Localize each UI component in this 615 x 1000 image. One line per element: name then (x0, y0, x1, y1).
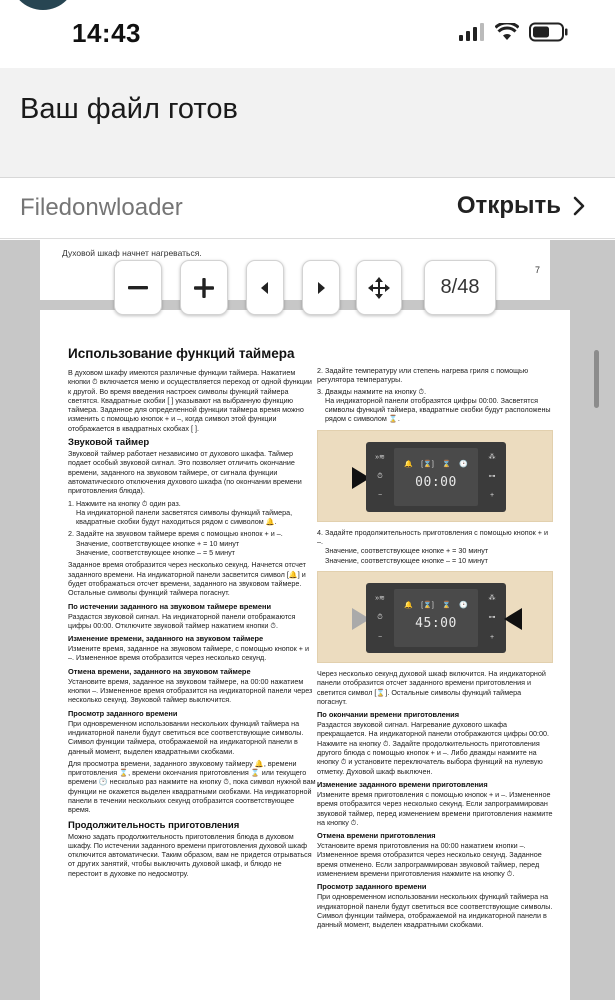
panel-display-2: 45:00 (415, 615, 457, 631)
right-after-text: Через несколько секунд духовой шкаф включится. На индикаторной панели отобразится отсчет заданного времени приготовления и светится символ [⌛]. Остальные символы функций таймера погаснут. (317, 668, 546, 706)
oven-control-panel (366, 442, 506, 512)
change-heading: Изменение времени, заданного на звуковом таймере (68, 634, 264, 644)
status-bar (0, 0, 615, 68)
right-view-text: При одновременном использовании нескольких функций таймера на индикаторной панели будут светиться все соответствующие символы. Символ функции таймера, отображаемой на индикаторной панели в данный момент, выделен квадратными скобками. (317, 892, 553, 930)
change-text: Измените время, заданное на звуковом таймере, с помощью кнопок + и –. Измененное время отобразится через несколько секунд. (68, 644, 310, 663)
right-end-text: Раздастся звуковой сигнал. Нагревание духового шкафа прекращается. На индикаторной панели отображаются цифры 00:00. Нажмите на кнопку ⏱. Задайте продолжительность приготовления другого блюда с помощью кнопок + и –. Либо дважды нажмите на кнопку ⏱ и установите переключатель выбора функций на нулевую отметку. Духовой шкаф выключен. (317, 720, 549, 776)
right-step-4: 4. Задайте продолжительность приготовления с помощью кнопок + и –. (317, 527, 548, 547)
zoom-out-button[interactable] (114, 260, 162, 315)
panel-display-area (394, 448, 478, 506)
page-indicator[interactable]: 8/48 (424, 260, 496, 315)
duration-heading: Продолжительность приготовления (68, 819, 240, 831)
step-1: 1. Нажмите на кнопку ⏱ один раз. (68, 498, 181, 508)
move-icon (368, 277, 390, 299)
document-viewer[interactable] (0, 240, 615, 1000)
previous-page-number: 7 (534, 265, 540, 275)
wifi-icon (495, 23, 519, 41)
duration-text: Можно задать продолжительность приготовления блюда в духовом шкафу. По истечении заданного времени приготовления духовой шкаф отключится автоматически. Таким образом, вам не придется отрываться от других занятий, чтобы выключить духовой шкаф, и блюдо не перестоит в духовке по недосмотру. (68, 831, 312, 878)
right-column (317, 366, 553, 930)
signal-icon (459, 23, 485, 41)
sound-timer-heading: Звуковой таймер (68, 437, 150, 449)
app-name: Filedonwloader (20, 194, 183, 221)
caret-left-icon (261, 282, 269, 294)
panel-left-icons-2: »≋ ⏱ − (375, 594, 385, 641)
view-text-2: Для просмотра времени, заданного звуковому таймеру 🔔, времени приготовления ⌛, времени окончания приготовления ⌛ или текущего времени 🕑 несколько раз нажмите на кнопку ⏱, пока символ нужной вам функции не окажется выделен квадратными скобками. На индикаторной панели в течении нескольких секунд отобразится соответствующее время. (68, 758, 316, 815)
right-step-3: 3. Дважды нажмите на кнопку ⏱. (317, 386, 427, 396)
panel-right-icons: ⁂ ⊶ + (488, 453, 496, 500)
right-cancel-heading: Отмена времени приготовления (317, 831, 436, 841)
panel-display-1: 00:00 (415, 474, 457, 490)
right-change-heading: Изменение заданного времени приготовления (317, 779, 488, 789)
previous-page-button[interactable] (246, 260, 284, 315)
doc-title: Использование функций таймера (68, 346, 295, 361)
right-change-text: Измените время приготовления с помощью кнопок + и –. Измененное время отобразится через несколько секунд. Если запрограммирован звуковой таймер, перед изменением времени приготовления нажмите на кнопку ⏱. (317, 789, 553, 827)
battery-icon (529, 22, 569, 42)
right-cancel-text: Установите время приготовления на 00:00 нажатием кнопки –. Измененное время отобразится через несколько секунд. Заданное время отменено. Если запрограммирован звуковой таймер, перед изменением времени приготовления нажмите на кнопку ⏱. (317, 841, 542, 879)
next-page-button[interactable] (302, 260, 340, 315)
pan-button[interactable] (356, 260, 402, 315)
scrollbar-thumb[interactable] (594, 350, 599, 408)
expired-text: Раздастся звуковой сигнал. На индикаторной панели отображаются цифры 00:00. Отключите звуковой таймер нажатием кнопки ⏱. (68, 611, 296, 630)
arrow-pointer-right-icon (504, 608, 522, 630)
panel-left-icons: »≋ ⏱ − (375, 453, 385, 500)
open-button[interactable] (457, 192, 585, 220)
previous-page-text: Духовой шкаф начнет нагреваться. (62, 248, 202, 258)
status-icons (459, 22, 569, 42)
left-column (68, 346, 316, 878)
cancel-heading: Отмена времени, заданного на звуковом таймере (68, 666, 251, 676)
caret-right-icon (317, 282, 325, 294)
step-2-plus: Значение, соответствующее кнопке + = 10 минут (76, 538, 240, 548)
view-heading: Просмотр заданного времени (68, 708, 178, 718)
open-button-label: Открыть (456, 192, 561, 219)
step-2-minus: Значение, соответствующее кнопке – = 5 минут (76, 548, 235, 558)
oven-control-panel-2 (366, 583, 506, 653)
right-view-heading: Просмотр заданного времени (317, 882, 427, 892)
panel-right-icons-2: ⁂ ⊶ + (488, 594, 496, 641)
plus-icon (194, 278, 214, 298)
right-step-2: 2. Задайте температуру или степень нагрева гриля с помощью регулятора температуры. (317, 366, 529, 385)
status-time: 14:43 (72, 18, 141, 48)
cancel-text: Установите время, заданное на звуковом таймере, на 00:00 нажатием кнопки –. Измененное время отобразится на индикаторной панели через несколько секунд. Звуковой таймер выключится. (68, 676, 313, 705)
notification-blob (10, 0, 76, 10)
step-2: 2. Задайте на звуковом таймере время с помощью кнопок + и –. (68, 529, 283, 539)
header (0, 68, 615, 178)
minus-icon (128, 286, 148, 290)
oven-panel-image-2 (317, 571, 553, 663)
view-text: При одновременном использовании нескольких функций таймера на индикаторной панели будут светиться все соответствующие символы. Символ функции таймера, отображаемой на индикаторной панели в данный момент, выделен квадратными скобками. (68, 718, 304, 756)
step-1-note: На индикаторной панели засветятся символы функций таймера, квадратные скобки будут находиться рядом с символом 🔔. (76, 507, 293, 527)
sound-timer-text: Звуковой таймер работает независимо от духового шкафа. Таймер подает особый звуковой сигнал. Это позволяет отличить окончание времени, заданного на звуковом таймере, от сигнала функции автоматического отключения духового шкафа (по окончании времени приготовления блюда). (68, 449, 302, 496)
right-step-3-note: На индикаторной панели отобразятся цифры 00:00. Засветятся символы функций таймера, квадратные скобки будут расположены рядом с символом ⌛. (325, 395, 551, 424)
after-text: Заданное время отобразится через несколько секунд. Начнется отсчет заданного времени. На индикаторной панели засветится символ [🔔] и будет отображаться отсчет времени, заданного на звуковом таймере. Остальные символы функций таймера погаснут. (68, 560, 306, 598)
panel-display-area-2 (394, 589, 478, 647)
right-step-4-minus: Значение, соответствующее кнопке – = 10 минут (325, 555, 488, 565)
right-step-4-plus: Значение, соответствующее кнопке + = 30 минут (325, 546, 489, 556)
chevron-right-icon (573, 196, 585, 216)
page-title: Ваш файл готов (20, 93, 238, 125)
timer-symbols: 🔔 [⌛] ⌛ 🕑 (404, 460, 468, 468)
zoom-in-button[interactable] (180, 260, 228, 315)
expired-heading: По истечении заданного на звуковом таймере времени (68, 601, 272, 611)
oven-panel-image-1 (317, 430, 553, 522)
timer-symbols-2: 🔔 [⌛] ⌛ 🕑 (404, 601, 468, 609)
document-page (40, 310, 570, 1000)
right-end-heading: По окончании времени приготовления (317, 710, 460, 720)
intro-text: В духовом шкафу имеются различные функции таймера. Нажатием кнопки ⏱ включается меню и осуществляется переход от одной функции к другой. Во время введения настроек символы функций таймера светятся. Квадратные скобки [ ] указывают на выбранную функцию таймера. Заданное для определенной функции таймера время можно изменить с помощью кнопок + и –, когда символ этой функции отображается в квадратных скобках [ ]. (68, 368, 312, 433)
viewer-toolbar (0, 260, 615, 315)
app-bar (0, 179, 615, 239)
